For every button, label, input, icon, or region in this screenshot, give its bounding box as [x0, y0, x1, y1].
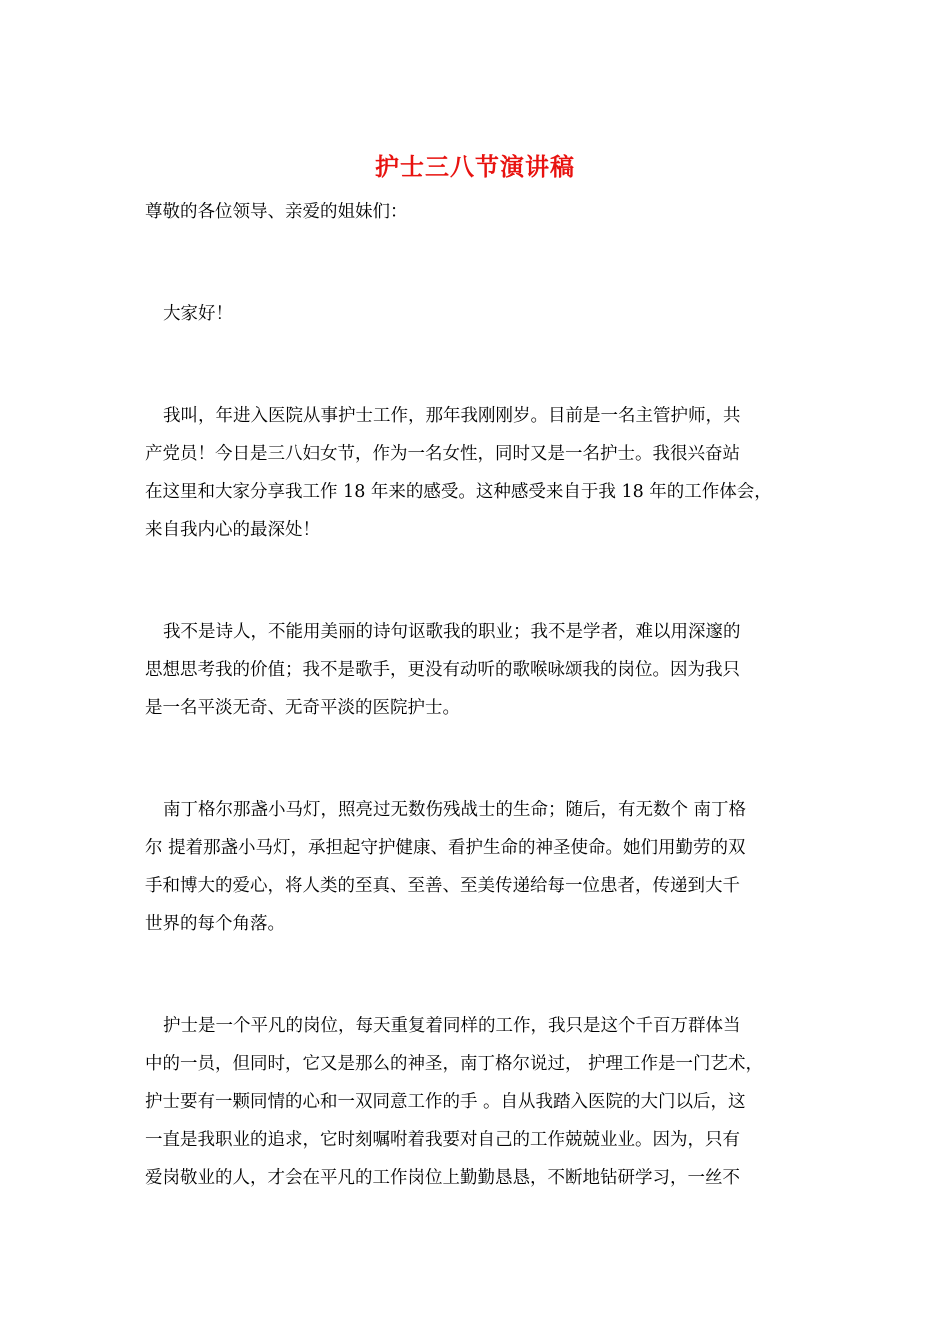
paragraph-line: 南丁格尔那盏小马灯，照亮过无数伤残战士的生命；随后，有无数个 南丁格: [163, 800, 747, 820]
paragraph-line: 大家好！: [163, 304, 233, 324]
document-title: 护士三八节演讲稿: [375, 152, 575, 181]
paragraph-line: 中的一员，但同时，它又是那么的神圣，南丁格尔说过， 护理工作是一门艺术，: [145, 1054, 764, 1074]
paragraph-line: 产党员！今日是三八妇女节，作为一名女性，同时又是一名护士。我很兴奋站: [145, 444, 740, 464]
paragraph-line: 一直是我职业的追求，它时刻嘱咐着我要对自己的工作兢兢业业。因为，只有: [145, 1130, 740, 1150]
paragraph-line: 我叫，年进入医院从事护士工作，那年我刚刚岁。目前是一名主管护师，共: [163, 406, 741, 426]
paragraph-line: 护士要有一颗同情的心和一双同意工作的手 。自从我踏入医院的大门以后，这: [145, 1092, 746, 1112]
paragraph-line: 世界的每个角落。: [145, 914, 285, 934]
paragraph-line: 我不是诗人，不能用美丽的诗句讴歌我的职业；我不是学者，难以用深邃的: [163, 622, 741, 642]
salutation: 尊敬的各位领导、亲爱的姐妹们：: [145, 202, 408, 222]
paragraph-line: 是一名平淡无奇、无奇平淡的医院护士。: [145, 698, 460, 718]
paragraph-line: 手和博大的爱心，将人类的至真、至善、至美传递给每一位患者，传递到大千: [145, 876, 740, 896]
paragraph-line: 来自我内心的最深处！: [145, 520, 320, 540]
paragraph-line: 在这里和大家分享我工作 18 年来的感受。这种感受来自于我 18 年的工作体会，: [145, 482, 772, 502]
paragraph-line: 尔 提着那盏小马灯，承担起守护健康、看护生命的神圣使命。她们用勤劳的双: [145, 838, 746, 858]
paragraph-line: 思想思考我的价值；我不是歌手，更没有动听的歌喉咏颂我的岗位。因为我只: [145, 660, 740, 680]
paragraph-line: 爱岗敬业的人，才会在平凡的工作岗位上勤勤恳恳，不断地钻研学习，一丝不: [145, 1168, 740, 1188]
paragraph-line: 护士是一个平凡的岗位，每天重复着同样的工作，我只是这个千百万群体当: [163, 1016, 741, 1036]
